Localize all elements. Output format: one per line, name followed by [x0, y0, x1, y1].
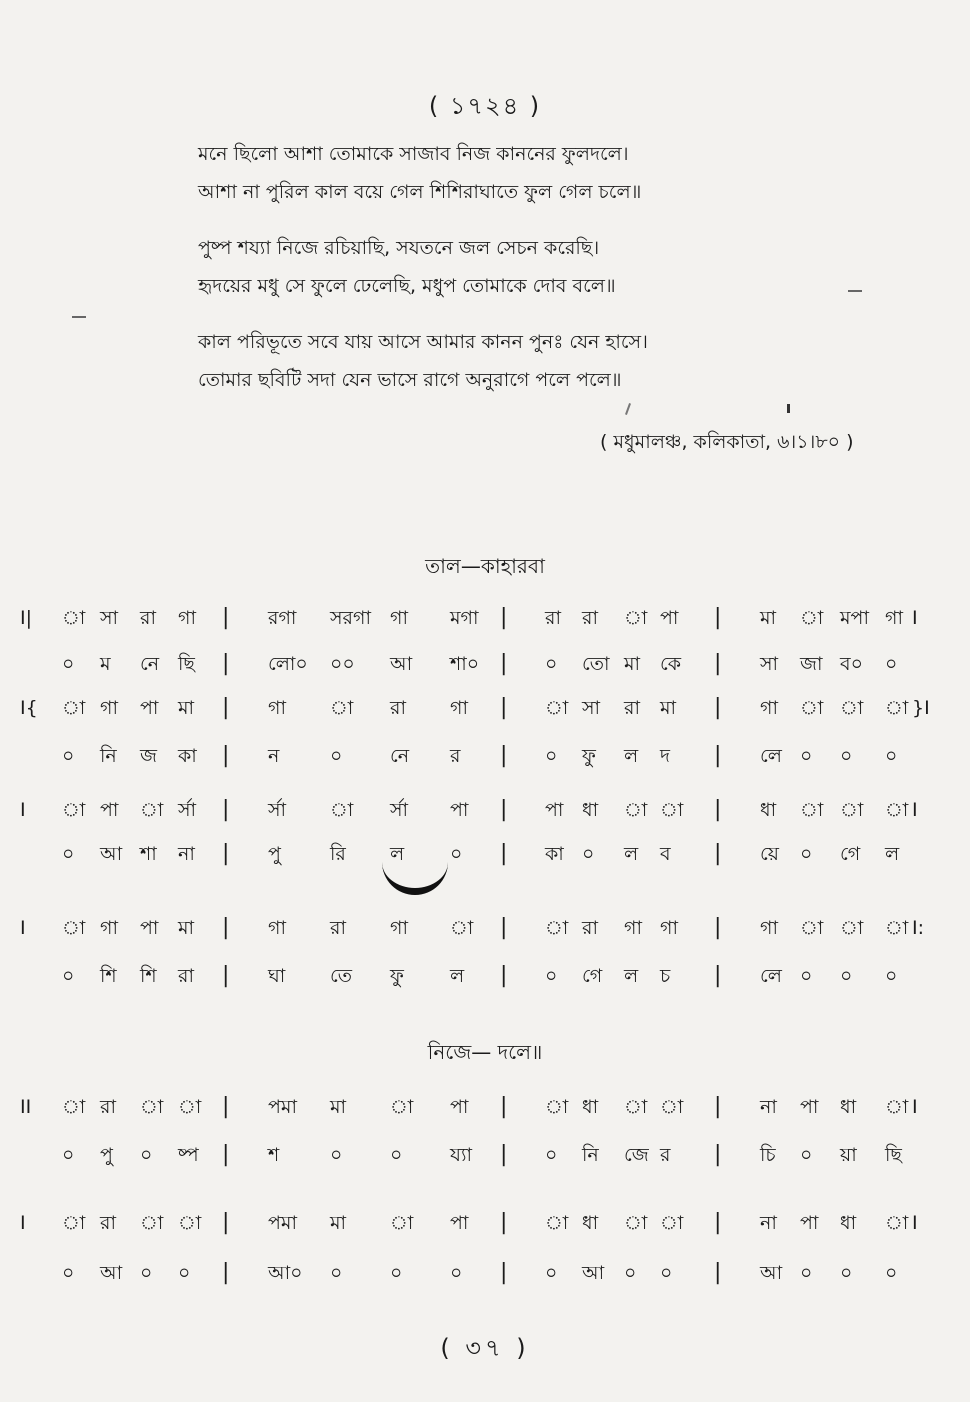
swara-note: া — [800, 799, 824, 821]
swara-note: মা — [178, 697, 195, 719]
lyric-syllable: পু — [100, 1144, 113, 1166]
lyric-syllable: ০ — [800, 1144, 813, 1166]
lyric-syllable: ০ — [840, 1262, 853, 1284]
bar-line: | — [714, 695, 722, 720]
bar-line: | — [714, 797, 722, 822]
lyric-syllable: ০ — [62, 843, 75, 865]
swara-note: পা — [660, 607, 679, 629]
slur-mark — [382, 862, 448, 895]
lyric-syllable: ব — [660, 843, 671, 865]
bar-line: | — [500, 1260, 508, 1285]
lyric-syllable: নে — [390, 745, 410, 767]
lyric-syllable: ০ — [62, 653, 75, 675]
lyric-syllable: গে — [582, 965, 603, 987]
swara-note: গা — [268, 917, 286, 939]
swara-note: া — [545, 1212, 569, 1234]
lyric-syllable: ০ — [840, 745, 853, 767]
swara-note: না — [760, 1212, 777, 1234]
swara-note: া — [624, 1212, 648, 1234]
notation-row — [0, 906, 970, 950]
swara-note: গা — [760, 917, 778, 939]
swara-note: গা — [450, 697, 468, 719]
bar-line: | — [714, 1210, 722, 1235]
lyric-syllable: ০ — [660, 1262, 673, 1284]
lyric-line: পুষ্প শয্যা নিজে রচিয়াছি, সযতনে জল সেচন করেছি। — [198, 237, 600, 259]
swara-note: া — [545, 1096, 569, 1118]
swara-note: I — [20, 799, 26, 821]
song-number: ( ১৭২৪ ) — [428, 92, 542, 120]
swara-note: ধা — [582, 1096, 599, 1118]
lyric-syllable: ০ — [390, 1262, 403, 1284]
lyric-syllable: আ০ — [268, 1262, 303, 1284]
lyric-syllable: দ — [660, 745, 670, 767]
swara-note: মা — [760, 607, 777, 629]
swara-note: I — [912, 799, 918, 821]
bar-line: | — [222, 695, 230, 720]
notation-row — [0, 788, 970, 832]
swara-note: া — [62, 607, 86, 629]
swara-note: I — [912, 1212, 918, 1234]
bar-line: | — [222, 963, 230, 988]
swara-note: া — [840, 697, 864, 719]
print-speck — [72, 316, 86, 318]
swara-note: মা — [330, 1212, 347, 1234]
swara-note: রা — [100, 1096, 116, 1118]
swara-note: পা — [800, 1096, 819, 1118]
swara-note: রা — [582, 917, 598, 939]
bar-line: | — [714, 1260, 722, 1285]
swara-note: পা — [545, 799, 564, 821]
lyric-syllable: আ — [390, 653, 413, 675]
swara-note: I| — [20, 607, 33, 629]
lyric-syllable: য়া — [840, 1144, 857, 1166]
swara-note: মা — [178, 917, 195, 939]
swara-note: র্সা — [268, 799, 287, 821]
swara-note: া — [800, 697, 824, 719]
lyric-syllable: আ — [582, 1262, 605, 1284]
lyric-syllable: শি — [140, 965, 157, 987]
lyric-syllable: শা — [140, 843, 157, 865]
swara-note: সা — [582, 697, 601, 719]
swara-note: া — [885, 1096, 909, 1118]
swara-note: রা — [390, 697, 406, 719]
lyric-syllable: জ — [140, 745, 157, 767]
lyric-syllable: পু — [268, 843, 281, 865]
swara-note: }I — [912, 697, 930, 719]
source-citation: ( মধুমালঞ্চ, কলিকাতা, ৬।১।৮০ ) — [600, 431, 854, 453]
bar-line: | — [500, 1210, 508, 1235]
swara-note: র্সা — [390, 799, 409, 821]
swara-note: পা — [450, 1212, 469, 1234]
swara-note: গা — [624, 917, 642, 939]
lyric-syllable: ০ — [62, 1262, 75, 1284]
swara-note: া — [62, 917, 86, 939]
bar-line: | — [222, 797, 230, 822]
swara-note: া — [885, 917, 909, 939]
bar-line: | — [500, 1142, 508, 1167]
lyric-line: মনে ছিলো আশা তোমাকে সাজাব নিজ কাননের ফুলদলে। — [198, 143, 629, 165]
lyric-syllable: জে — [624, 1144, 649, 1166]
swara-note: া — [545, 917, 569, 939]
swara-note: া — [330, 697, 354, 719]
swara-note: া — [660, 1096, 684, 1118]
lyric-syllable: শা০ — [450, 653, 480, 675]
bar-line: | — [500, 797, 508, 822]
taal-heading: তাল—কাহারবা — [425, 554, 545, 578]
swara-note: রা — [140, 607, 156, 629]
lyric-syllable: ল — [885, 843, 900, 865]
swara-note: া — [390, 1096, 414, 1118]
lyric-syllable: ০ — [582, 843, 595, 865]
bar-line: | — [714, 651, 722, 676]
lyric-syllable: ল — [450, 965, 465, 987]
swara-note: র্সা — [178, 799, 197, 821]
swara-note: ধা — [582, 799, 599, 821]
swara-note: ধা — [582, 1212, 599, 1234]
bar-line: | — [500, 841, 508, 866]
swara-note: রা — [624, 697, 640, 719]
lyric-syllable: কা — [545, 843, 564, 865]
swara-note: গা — [760, 697, 778, 719]
lyric-syllable: লে — [760, 745, 782, 767]
swara-note: া — [140, 1212, 164, 1234]
lyric-syllable: তে — [330, 965, 352, 987]
lyrics — [198, 135, 758, 417]
lyric-syllable: লো০ — [268, 653, 308, 675]
bar-line: | — [500, 651, 508, 676]
swara-note: া — [885, 697, 909, 719]
lyric-syllable: য়ে — [760, 843, 779, 865]
lyric-syllable: ০ — [545, 1144, 558, 1166]
lyric-syllable-row — [0, 1133, 970, 1177]
lyric-syllable: ০ — [545, 745, 558, 767]
swara-note: া — [624, 607, 648, 629]
lyric-syllable: নি — [100, 745, 117, 767]
lyric-syllable: নি — [582, 1144, 599, 1166]
lyric-syllable: ০ — [450, 843, 463, 865]
bar-line: | — [222, 1260, 230, 1285]
swara-note: সরগা — [330, 607, 371, 629]
bar-line: | — [500, 743, 508, 768]
bar-line: | — [500, 963, 508, 988]
bar-line: | — [500, 915, 508, 940]
notation-row — [0, 1085, 970, 1129]
swara-note: পা — [450, 1096, 469, 1118]
notation-row — [0, 686, 970, 730]
swara-note: মা — [660, 697, 677, 719]
lyric-syllable: গে — [840, 843, 861, 865]
lyric-syllable: ০ — [800, 965, 813, 987]
lyric-syllable: ০ — [450, 1262, 463, 1284]
bar-line: | — [714, 915, 722, 940]
lyric-syllable: ০ — [330, 745, 343, 767]
swara-note: পমা — [268, 1096, 297, 1118]
swara-note: া — [840, 799, 864, 821]
swara-note: I — [20, 917, 26, 939]
lyric-syllable: ০ — [545, 965, 558, 987]
lyric-syllable: র — [660, 1144, 671, 1166]
lyric-syllable: ছি — [885, 1144, 902, 1166]
swara-note: পা — [140, 917, 159, 939]
lyric-syllable: ০ — [800, 745, 813, 767]
print-speck — [787, 404, 790, 413]
lyric-line: তোমার ছবিটি সদা যেন ভাসে রাগে অনুরাগে পলে পলে॥ — [198, 369, 622, 391]
lyric-syllable: ০ — [885, 745, 898, 767]
swara-note: া — [885, 1212, 909, 1234]
swara-note: I{ — [20, 697, 38, 719]
bar-line: | — [714, 743, 722, 768]
lyric-syllable: সা — [760, 653, 779, 675]
lyric-syllable: ০ — [885, 965, 898, 987]
refrain-marker: নিজে— দলে॥ — [427, 1040, 543, 1064]
lyric-syllable: চ — [660, 965, 671, 987]
swara-note: া — [62, 1096, 86, 1118]
swara-note: া — [840, 917, 864, 939]
lyric-syllable: চি — [760, 1144, 776, 1166]
lyric-syllable: ০ — [800, 843, 813, 865]
lyric-syllable: ম — [100, 653, 111, 675]
swara-note: া — [178, 1096, 202, 1118]
lyric-syllable: ফু — [582, 745, 596, 767]
bar-line: | — [222, 605, 230, 630]
lyric-syllable: রি — [330, 843, 346, 865]
swara-note: া — [660, 1212, 684, 1234]
swara-note: রগা — [268, 607, 297, 629]
lyric-syllable: ০ — [840, 965, 853, 987]
bar-line: | — [714, 1142, 722, 1167]
swara-note: I — [912, 607, 918, 629]
swara-note: মপা — [840, 607, 869, 629]
bar-line: | — [500, 1094, 508, 1119]
notation-row — [0, 596, 970, 640]
lyric-syllable: ০ — [545, 653, 558, 675]
lyric-syllable: শি — [100, 965, 117, 987]
lyric-syllable: কে — [660, 653, 682, 675]
swara-note: া — [624, 799, 648, 821]
lyric-syllable: ঘা — [268, 965, 286, 987]
lyric-syllable: ন — [268, 745, 280, 767]
swara-note: গা — [100, 917, 118, 939]
lyric-syllable: ০ — [330, 1144, 343, 1166]
lyric-syllable: ল — [624, 745, 639, 767]
swara-note: I — [912, 1096, 918, 1118]
lyric-syllable: না — [178, 843, 195, 865]
page-number: ( ৩৭ ) — [440, 1334, 530, 1362]
bar-line: | — [222, 1094, 230, 1119]
bar-line: | — [222, 1142, 230, 1167]
swara-note: I: — [912, 917, 925, 939]
lyric-syllable: ০ — [62, 745, 75, 767]
swara-note: ধা — [840, 1096, 857, 1118]
swara-note: া — [62, 799, 86, 821]
bar-line: | — [222, 1210, 230, 1235]
swara-note: া — [62, 1212, 86, 1234]
lyric-syllable: ০ — [140, 1262, 153, 1284]
lyric-syllable-row — [0, 642, 970, 686]
bar-line: | — [714, 963, 722, 988]
lyric-syllable: ল — [390, 843, 405, 865]
swara-note: া — [330, 799, 354, 821]
stanza — [198, 135, 758, 211]
swara-note: ধা — [840, 1212, 857, 1234]
lyric-syllable-row — [0, 832, 970, 876]
swara-note: না — [760, 1096, 777, 1118]
lyric-syllable: ০ — [62, 1144, 75, 1166]
swara-note: পা — [140, 697, 159, 719]
stanza — [198, 323, 758, 399]
swara-note: া — [140, 799, 164, 821]
swara-note: া — [178, 1212, 202, 1234]
stanza — [198, 229, 758, 305]
lyric-syllable: ০ — [800, 1262, 813, 1284]
bar-line: | — [500, 695, 508, 720]
lyric-line: আশা না পুরিল কাল বয়ে গেল শিশিরাঘাতে ফুল গেল চলে॥ — [198, 181, 642, 203]
lyric-syllable: ফু — [390, 965, 404, 987]
lyric-syllable: লে — [760, 965, 782, 987]
swara-note: া — [450, 917, 474, 939]
swara-note: I — [20, 1212, 26, 1234]
bar-line: | — [222, 743, 230, 768]
bar-line: | — [714, 841, 722, 866]
swara-note: ধা — [760, 799, 777, 821]
lyric-syllable: আ — [760, 1262, 783, 1284]
swara-note: া — [800, 607, 824, 629]
lyric-syllable: য্যা — [450, 1144, 472, 1166]
lyric-syllable: মা — [624, 653, 641, 675]
lyric-syllable-row — [0, 1251, 970, 1295]
swara-note: গা — [268, 697, 286, 719]
lyric-syllable: ০ — [545, 1262, 558, 1284]
print-speck — [848, 290, 862, 292]
bar-line: | — [222, 915, 230, 940]
swara-note: া — [660, 799, 684, 821]
lyric-syllable: ০ — [885, 653, 898, 675]
swara-note: মগা — [450, 607, 479, 629]
swara-note: মা — [330, 1096, 347, 1118]
lyric-syllable: র — [450, 745, 461, 767]
notation-row — [0, 1201, 970, 1245]
swara-note: গা — [390, 607, 408, 629]
swara-note: পমা — [268, 1212, 297, 1234]
swara-note: গা — [660, 917, 678, 939]
swara-note: া — [800, 917, 824, 939]
lyric-syllable: ০ — [390, 1144, 403, 1166]
bar-line: | — [714, 1094, 722, 1119]
swara-note: া — [885, 799, 909, 821]
lyric-syllable: কা — [178, 745, 197, 767]
swara-note: া — [624, 1096, 648, 1118]
swara-note: পা — [100, 799, 119, 821]
bar-line: | — [222, 651, 230, 676]
bar-line: | — [222, 841, 230, 866]
swara-note: গা — [100, 697, 118, 719]
lyric-syllable-row — [0, 734, 970, 778]
lyric-syllable-row — [0, 954, 970, 998]
swara-note: গা — [885, 607, 903, 629]
lyric-syllable: আ — [100, 843, 123, 865]
bar-line: | — [500, 605, 508, 630]
lyric-syllable: তো — [582, 653, 610, 675]
lyric-syllable: ০ — [330, 1262, 343, 1284]
swara-note: া — [62, 697, 86, 719]
swara-note: গা — [390, 917, 408, 939]
swara-note: রা — [545, 607, 561, 629]
swara-note: রা — [582, 607, 598, 629]
swara-note: পা — [450, 799, 469, 821]
swara-note: া — [140, 1096, 164, 1118]
lyric-syllable: ০ — [885, 1262, 898, 1284]
lyric-syllable: ছি — [178, 653, 195, 675]
lyric-line: হৃদয়ের মধু সে ফুলে ঢেলেছি, মধুপ তোমাকে দোব বলে॥ — [198, 275, 616, 297]
swara-note: া — [545, 697, 569, 719]
lyric-syllable: জা — [800, 653, 823, 675]
lyric-syllable: ল — [624, 965, 639, 987]
lyric-syllable: ০০ — [330, 653, 355, 675]
lyric-syllable: ০ — [62, 965, 75, 987]
lyric-syllable: ল — [624, 843, 639, 865]
lyric-syllable: আ — [100, 1262, 123, 1284]
lyric-syllable: রা — [178, 965, 194, 987]
swara-note: রা — [100, 1212, 116, 1234]
swara-note: গা — [178, 607, 196, 629]
swara-note: রা — [330, 917, 346, 939]
swara-note: সা — [100, 607, 119, 629]
swara-note: া — [390, 1212, 414, 1234]
lyric-syllable: ব০ — [840, 653, 863, 675]
lyric-syllable: ০ — [624, 1262, 637, 1284]
lyric-line: কাল পরিভূতে সবে যায় আসে আমার কানন পুনঃ যেন হাসে। — [198, 331, 648, 353]
lyric-syllable: ০ — [140, 1144, 153, 1166]
lyric-syllable: ষ্প — [178, 1144, 199, 1166]
bar-line: | — [714, 605, 722, 630]
lyric-syllable: নে — [140, 653, 160, 675]
lyric-syllable: শ — [268, 1144, 280, 1166]
swara-note: II — [20, 1096, 32, 1118]
swara-note: পা — [800, 1212, 819, 1234]
lyric-syllable: ০ — [178, 1262, 191, 1284]
